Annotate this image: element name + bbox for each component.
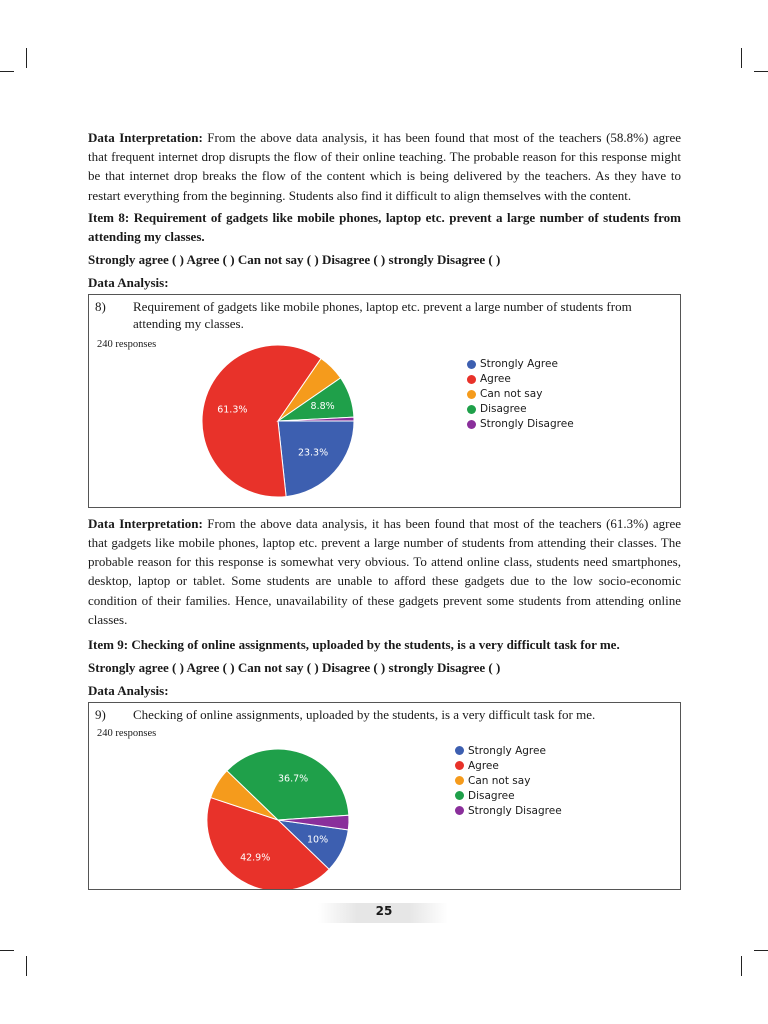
legend-label: Can not say	[468, 774, 531, 787]
crop-mark	[26, 48, 27, 68]
item-9-analysis-label: Data Analysis:	[88, 683, 169, 699]
legend-label: Disagree	[480, 403, 527, 416]
figure-9-number: 9)	[95, 707, 106, 723]
pie-data-label: 23.3%	[297, 447, 329, 459]
crop-mark	[0, 950, 14, 951]
page-number: 25	[375, 904, 393, 918]
crop-mark	[754, 950, 768, 951]
interpretation-label: Data Interpretation:	[88, 130, 203, 145]
interpretation-text: From the above data analysis, it has been found that most of the teachers (61.3%) agree that gadgets like mobile phones, laptop etc. prevent a large number of students from attending their classes. The probable reason for this response is somewhat very obvious. To attend online class, students need smartphones, desktop, laptop or tablet. Some students are unable to afford these gadgets due to the low socio-economic condition of their families. Hence, unavailability of these gadgets prevent some students from attending online classes.	[88, 515, 681, 627]
pie-slice-strongly-agree	[278, 421, 354, 497]
pie-chart-9	[89, 703, 680, 889]
legend-swatch	[455, 776, 464, 785]
pie-data-label: 8.8%	[310, 400, 335, 412]
legend-label: Agree	[480, 373, 511, 386]
legend-swatch	[467, 390, 476, 399]
legend-item	[455, 803, 562, 818]
legend-label: Strongly Agree	[480, 358, 558, 371]
figure-9-responses: 240 responses	[97, 728, 157, 740]
figure-8-box	[88, 294, 681, 508]
legend-item	[467, 402, 574, 417]
pie-data-label: 36.7%	[278, 773, 309, 785]
interpretation-paragraph-1	[88, 128, 681, 205]
legend-9	[455, 743, 562, 818]
legend-item	[467, 417, 574, 432]
legend-swatch	[455, 806, 464, 815]
pie-data-label: 61.3%	[217, 404, 248, 416]
pie-chart-8	[89, 295, 680, 507]
legend-item	[455, 743, 562, 758]
legend-label: Agree	[468, 759, 499, 772]
legend-label: Disagree	[468, 789, 515, 802]
figure-9-question-text: Checking of online assignments, uploaded by the students, is a very difficult task for me.	[133, 707, 596, 723]
legend-label: Strongly Disagree	[468, 804, 562, 817]
interpretation-text: From the above data analysis, it has been found that most of the teachers (58.8%) agree that frequent internet drop disrupts the flow of their online teaching. The probable reason for this response might be that internet drop breaks the flow of the content which is being delivered by the teachers. As they have to restart everything from the beginning. Students also find it difficult to align themselves with the content.	[88, 130, 681, 203]
crop-mark	[26, 956, 27, 976]
crop-mark	[741, 48, 742, 68]
legend-label: Strongly Agree	[468, 744, 546, 757]
legend-swatch	[467, 375, 476, 384]
crop-mark	[0, 71, 14, 72]
figure-8-number: 8)	[95, 298, 106, 314]
figure-9-box	[88, 702, 681, 890]
legend-swatch	[455, 746, 464, 755]
legend-label: Strongly Disagree	[480, 418, 574, 431]
legend-item	[455, 758, 562, 773]
item-9-scale: Strongly agree ( ) Agree ( ) Can not say ( ) Disagree ( ) strongly Disagree ( )	[88, 660, 501, 676]
page-content	[88, 128, 681, 896]
figure-8-question-text: Requirement of gadgets like mobile phones, laptop etc. prevent a large number of students from attending my classes.	[133, 298, 632, 331]
legend-item	[455, 788, 562, 803]
legend-label: Can not say	[480, 388, 543, 401]
item-8-analysis-label: Data Analysis:	[88, 274, 169, 290]
legend-item	[467, 357, 574, 372]
legend-item	[467, 387, 574, 402]
item-8-heading: Item 8: Requirement of gadgets like mobile phones, laptop etc. prevent a large number of students from attending my classes.	[88, 209, 681, 244]
item-8-scale: Strongly agree ( ) Agree ( ) Can not say ( ) Disagree ( ) strongly Disagree ( )	[88, 251, 501, 267]
legend-swatch	[455, 761, 464, 770]
legend-swatch	[467, 420, 476, 429]
figure-8-responses: 240 responses	[97, 338, 157, 350]
legend-item	[455, 773, 562, 788]
legend-8	[467, 357, 574, 432]
legend-item	[467, 372, 574, 387]
legend-swatch	[467, 360, 476, 369]
interpretation-label: Data Interpretation:	[88, 515, 203, 531]
interpretation-paragraph-2	[88, 514, 681, 629]
legend-swatch	[455, 791, 464, 800]
legend-swatch	[467, 405, 476, 414]
pie-data-label: 10%	[307, 834, 329, 846]
item-9-heading: Item 9: Checking of online assignments, uploaded by the students, is a very difficult task for me.	[88, 637, 620, 653]
crop-mark	[741, 956, 742, 976]
pie-data-label: 42.9%	[240, 852, 271, 864]
crop-mark	[754, 71, 768, 72]
